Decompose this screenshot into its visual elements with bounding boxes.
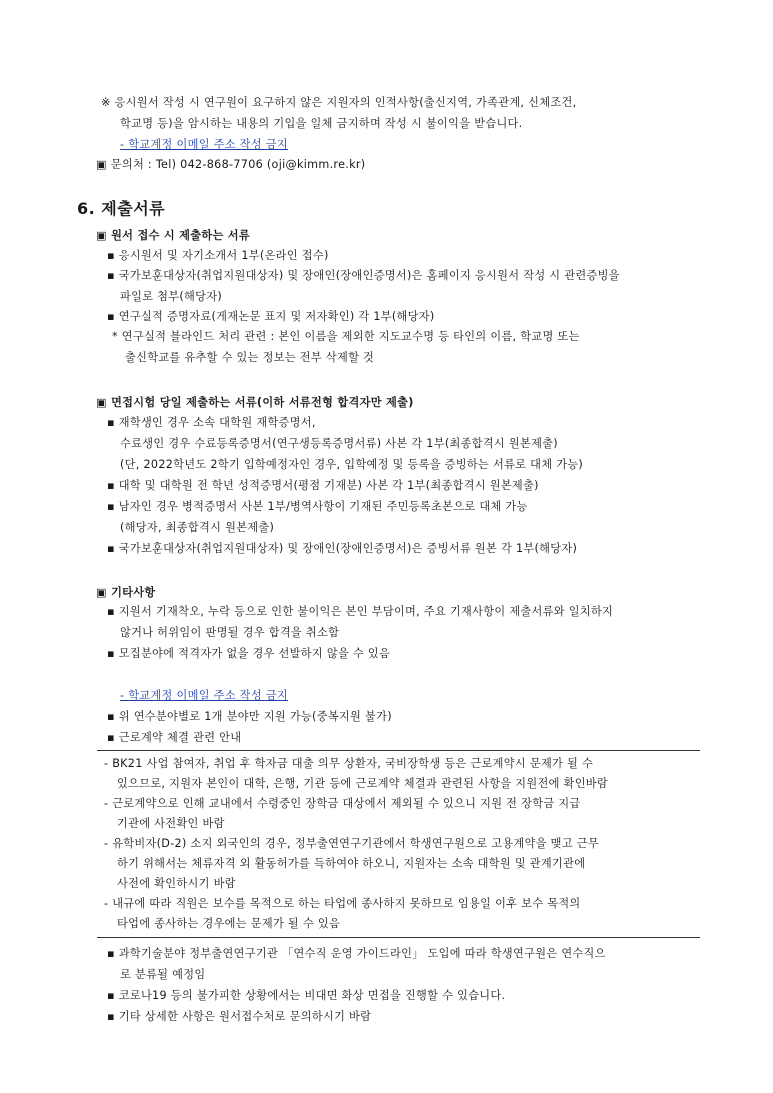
interview-item-1-cont-b: (단, 2022학년도 2학기 입학예정자인 경우, 입학예정 및 등록을 증빙하는 서류로 대체 가능) [120,458,584,471]
contract-note-1-cont: 있으므로, 지원자 본인이 대학, 은행, 기관 등에 근로계약 체결과 관련된 사항을 지원전에 확인바람 [117,777,609,790]
other-item-1-cont: 않거나 허위임이 판명될 경우 합격을 취소함 [120,626,340,639]
other-item-6-cont: 로 분류될 예정임 [120,968,206,981]
notice-star-note-2: 학교명 등)을 암시하는 내용의 기입을 일체 금지하며 작성 시 불이익을 받습니다. [120,117,523,130]
other-item-2: ▪ 모집분야에 적격자가 없을 경우 선발하지 않을 수 있음 [107,647,391,660]
apply-item-2: ▪ 국가보훈대상자(취업지원대상자) 및 장애인(장애인증명서)은 홈페이지 응시원서 작성 시 관련증빙을 [107,269,620,282]
interview-item-3-cont: (해당자, 최종합격시 원본제출) [120,521,275,534]
contract-note-3-cont-a: 하기 위해서는 체류자격 외 활동허가를 득하여야 하오니, 지원자는 소속 대학원 및 관계기관에 [117,857,586,870]
apply-docs-heading: ▣ 원서 접수 시 제출하는 서류 [96,229,251,242]
other-item-1: ▪ 지원서 기재착오, 누락 등으로 인한 불이익은 본인 부담이며, 주요 기재사항이 제출서류와 일치하지 [107,605,614,618]
other-item-6: ▪ 과학기술분야 정부출연연구기관 「연수직 운영 가이드라인」 도입에 따라 학생연구원은 연수직으 [107,947,606,960]
apply-item-3: ▪ 연구실적 증명자료(게재논문 표지 및 저자확인) 각 1부(해당자) [107,310,435,323]
other-heading: ▣ 기타사항 [96,586,156,599]
contract-note-4: - 내규에 따라 직원은 보수를 목적으로 하는 타업에 종사하지 못하므로 임용일 이후 보수 목적의 [104,897,581,910]
other-item-7: ▪ 코로나19 등의 불가피한 상황에서는 비대면 화상 면접을 진행할 수 있습니다. [107,989,506,1002]
interview-item-4: ▪ 국가보훈대상자(취업지원대상자) 및 장애인(장애인증명서)은 증빙서류 원본 각 1부(해당자) [107,542,578,555]
interview-docs-heading: ▣ 면접시험 당일 제출하는 서류(이하 서류전형 합격자만 제출) [96,396,414,409]
contract-note-4-cont: 타업에 종사하는 경우에는 문제가 될 수 있음 [117,917,341,930]
interview-item-1: ▪ 재학생인 경우 소속 대학원 재학증명서, [107,416,316,429]
contract-box-top-rule [97,750,700,751]
contract-note-1: - BK21 사업 참여자, 취업 후 학자금 대출 의무 상환자, 국비장학생 등은 근로계약시 문제가 될 수 [104,757,594,770]
apply-note-cont: 출신학교를 유추할 수 있는 정보는 전부 삭제할 것 [125,351,375,364]
other-email-ban: - 학교계정 이메일 주소 작성 금지 [120,689,289,702]
other-item-4: ▪ 위 연수분야별로 1개 분야만 지원 가능(중복지원 불가) [107,710,392,723]
contact-info: ▣ 문의처 : Tel) 042-868-7706 (oji@kimm.re.kr) [96,158,366,171]
interview-item-3: ▪ 남자인 경우 병적증명서 사본 1부/병역사항이 기재된 주민등록초본으로 대체 가능 [107,500,528,513]
notice-star-note-1: ※ 응시원서 작성 시 연구원이 요구하지 않은 지원자의 인적사항(출신지역, 가족관계, 신체조건, [101,96,577,109]
other-item-5: ▪ 근로계약 체결 관련 안내 [107,731,242,744]
apply-note: * 연구실적 블라인드 처리 관련 : 본인 이름을 제외한 지도교수명 등 타인의 이름, 학교명 또는 [112,330,580,343]
contract-box-bottom-rule [97,937,700,938]
contract-note-2: - 근로계약으로 인해 교내에서 수령중인 장학금 대상에서 제외될 수 있으니 지원 전 장학금 지급 [104,797,581,810]
section-title: 6. 제출서류 [77,199,166,218]
apply-item-2-cont: 파일로 첨부(해당자) [120,290,223,303]
notice-email-ban: - 학교계정 이메일 주소 작성 금지 [120,138,289,151]
other-item-8: ▪ 기타 상세한 사항은 원서접수처로 문의하시기 바람 [107,1010,372,1023]
apply-item-1: ▪ 응시원서 및 자기소개서 1부(온라인 접수) [107,249,329,262]
contract-note-2-cont: 기관에 사전확인 바람 [117,817,225,830]
contract-note-3: - 유학비자(D-2) 소지 외국인의 경우, 정부출연연구기관에서 학생연구원으로 고용계약을 맺고 근무 [104,837,599,850]
interview-item-2: ▪ 대학 및 대학원 전 학년 성적증명서(평점 기재분) 사본 각 1부(최종합격시 원본제출) [107,479,539,492]
interview-item-1-cont-a: 수료생인 경우 수료등록증명서(연구생등록증명서류) 사본 각 1부(최종합격시 원본제출) [120,437,558,450]
contract-note-3-cont-b: 사전에 확인하시기 바람 [117,877,236,890]
